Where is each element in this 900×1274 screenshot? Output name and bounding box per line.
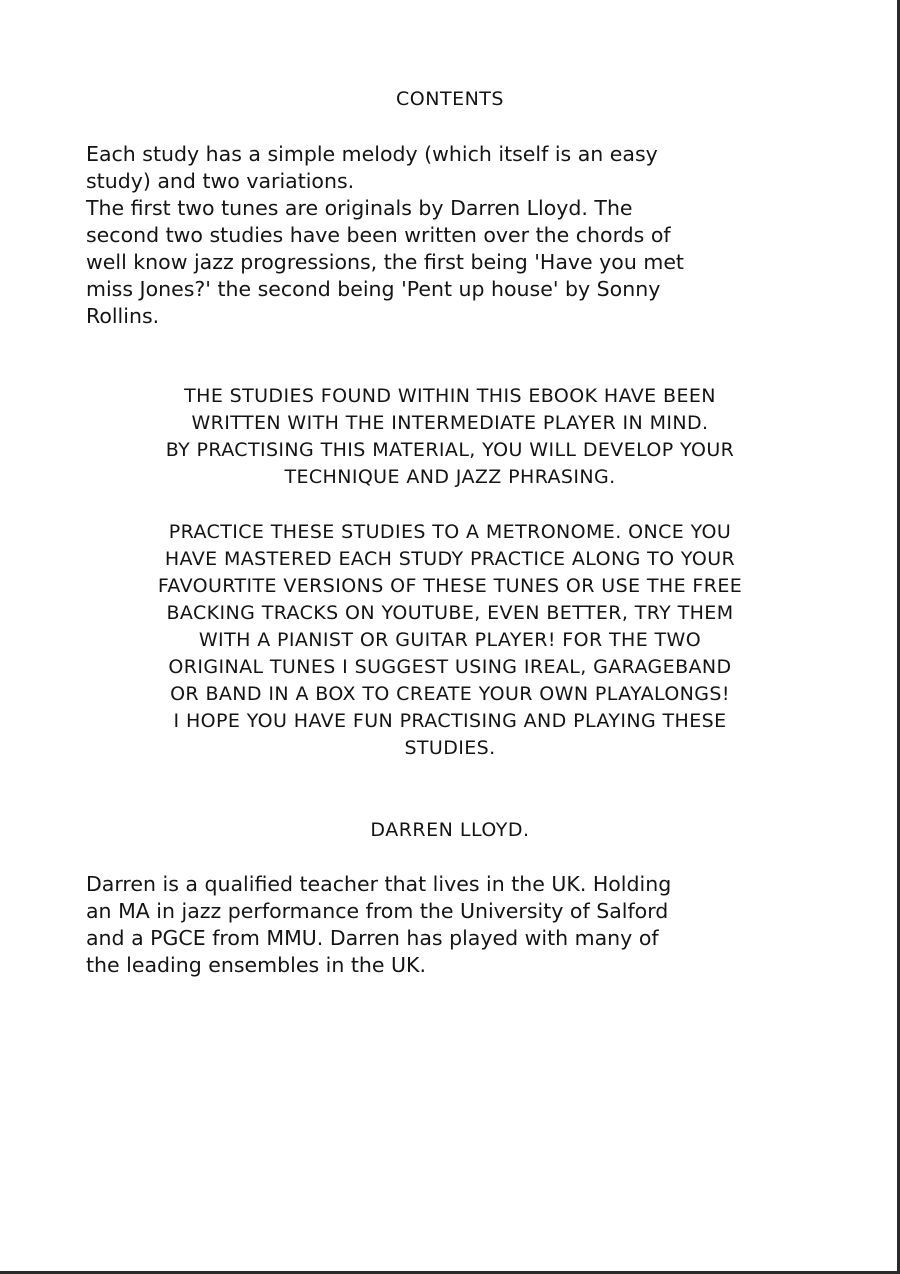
practice-line: BACKING TRACKS ON YOUTUBE, EVEN BETTER, TRY THEM <box>166 602 734 624</box>
bio-paragraph <box>86 871 671 979</box>
practice-line: PRACTICE THESE STUDIES TO A METRONOME. ONCE YOU <box>168 521 732 543</box>
practice-paragraph <box>0 519 900 762</box>
intro-line: Rollins. <box>86 304 160 328</box>
bio-line: an MA in jazz performance from the University of Salford <box>86 899 669 923</box>
intro-line: second two studies have been written over the chords of <box>86 223 671 247</box>
practice-line: OR BAND IN A BOX TO CREATE YOUR OWN PLAYALONGS! <box>170 683 730 705</box>
intro-line: well know jazz progressions, the first being 'Have you met <box>86 250 684 274</box>
studies-line: BY PRACTISING THIS MATERIAL, YOU WILL DEVELOP YOUR <box>165 439 735 461</box>
intro-paragraph <box>86 141 684 330</box>
author-heading: DARREN LLOYD. <box>370 819 530 841</box>
practice-line: FAVOURTITE VERSIONS OF THESE TUNES OR USE THE FREE <box>157 575 743 597</box>
bio-line: Darren is a qualified teacher that lives in the UK. Holding <box>86 872 672 896</box>
intro-line: study) and two variations. <box>86 169 355 193</box>
bio-line: and a PGCE from MMU. Darren has played with many of <box>86 926 659 950</box>
practice-line: WITH A PIANIST OR GUITAR PLAYER! FOR THE TWO <box>198 629 702 651</box>
intro-line: The first two tunes are originals by Darren Lloyd. The <box>86 196 633 220</box>
practice-line: I HOPE YOU HAVE FUN PRACTISING AND PLAYING THESE <box>173 710 727 732</box>
contents-heading: CONTENTS <box>396 88 504 110</box>
bio-line: the leading ensembles in the UK. <box>86 953 426 977</box>
studies-line: WRITTEN WITH THE INTERMEDIATE PLAYER IN MIND. <box>191 412 709 434</box>
practice-line: HAVE MASTERED EACH STUDY PRACTICE ALONG TO YOUR <box>164 548 736 570</box>
studies-line: THE STUDIES FOUND WITHIN THIS EBOOK HAVE BEEN <box>184 385 716 407</box>
intro-line: Each study has a simple melody (which itself is an easy <box>86 142 658 166</box>
studies-paragraph <box>0 383 900 491</box>
practice-line: ORIGINAL TUNES I SUGGEST USING IREAL, GARAGEBAND <box>168 656 732 678</box>
intro-line: miss Jones?' the second being 'Pent up house' by Sonny <box>86 277 661 301</box>
practice-line: STUDIES. <box>404 737 496 759</box>
studies-line: TECHNIQUE AND JAZZ PHRASING. <box>284 466 616 488</box>
